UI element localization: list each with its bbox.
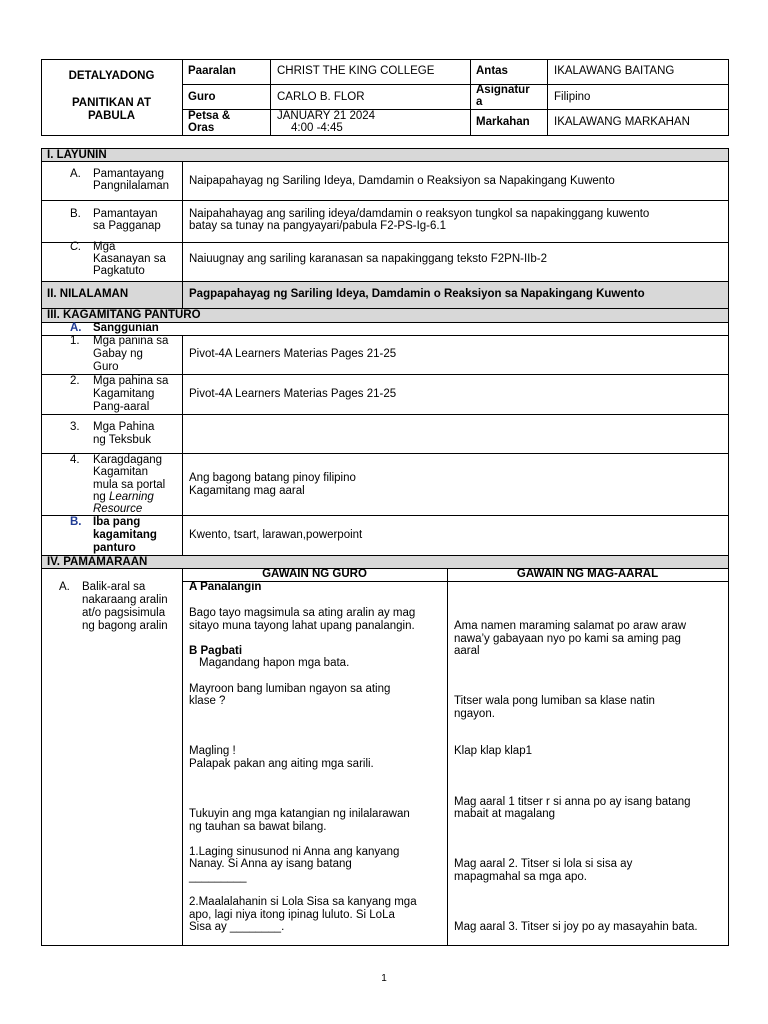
- r2-label-3: Pang-aaral: [93, 401, 150, 413]
- r2-num: 2.: [70, 375, 80, 387]
- r1-num: 1.: [70, 335, 80, 347]
- r4-value-1: Ang bagong batang pinoy filipino: [189, 472, 356, 484]
- paaralan-value: CHRIST THE KING COLLEGE: [277, 65, 435, 77]
- r1-value: Pivot-4A Learners Materias Pages 21-25: [189, 348, 397, 360]
- guro-line: Mayroon bang lumiban ngayon sa ating: [189, 683, 391, 695]
- r1-label-3: Guro: [93, 361, 119, 373]
- r4-label-4a: ng: [93, 491, 109, 503]
- r4-label-3: mula sa portal: [93, 479, 166, 491]
- r3-label-1: Mga Pahina: [93, 421, 155, 433]
- sanggunian-label: Sanggunian: [93, 322, 159, 334]
- guro-line: Sisa ay ________.: [189, 921, 285, 933]
- guro-label: Guro: [188, 91, 216, 103]
- doc-title-line-1: DETALYADONG: [68, 70, 155, 82]
- sanggunian-letter: A.: [70, 322, 82, 334]
- layunin-c-value: Naiuugnay ang sariling karanasan sa napakinggang teksto F2PN-IIb-2: [189, 253, 547, 265]
- markahan-label: Markahan: [476, 116, 530, 128]
- r4-label-4: [93, 491, 154, 504]
- balik-aral-label-4: ng bagong aralin: [82, 620, 168, 632]
- balik-aral-label-2: nakaraang aralin: [82, 594, 168, 606]
- iba-pang-letter: B.: [70, 516, 82, 528]
- guro-line: sitayo muna tayong lahat upang panalangin.: [189, 620, 415, 632]
- layunin-a-label-1: Pamantayang: [93, 168, 164, 180]
- nilalaman-heading: II. NILALAMAN: [47, 288, 129, 300]
- pamamaraan-heading: IV. PAMAMARAAN: [47, 556, 148, 568]
- mag-aaral-line: Klap klap klap1: [454, 745, 532, 757]
- doc-title-line-3: PABULA: [87, 110, 136, 122]
- guro-line: A Panalangin: [189, 581, 262, 593]
- iba-pang-value: Kwento, tsart, larawan,powerpoint: [189, 529, 363, 541]
- guro-line: klase ?: [189, 695, 226, 707]
- petsa-value-date: JANUARY 21 2024: [277, 110, 376, 122]
- mag-aaral-line: nawa’y gabayaan nyo po kami sa aming pag: [454, 633, 681, 645]
- r3-label-2: ng Teksbuk: [93, 434, 151, 446]
- layunin-b-value-2: batay sa tunay na pangyayari/pabula F2-PS-Ig-6.1: [189, 220, 446, 232]
- layunin-b-letter: B.: [70, 208, 81, 220]
- doc-title-line-2: PANITIKAN AT: [71, 97, 151, 109]
- r1-label-2: Gabay ng: [93, 348, 143, 360]
- layunin-b-label-1: Pamantayan: [93, 208, 158, 220]
- iba-pang-label-3: panturo: [93, 542, 136, 554]
- guro-line: Tukuyin ang mga katangian ng inilalarawan: [189, 808, 410, 820]
- col-header-mag-aaral: GAWAIN NG MAG-AARAL: [516, 568, 659, 580]
- r2-label-2: Kagamitang: [93, 388, 155, 400]
- balik-aral-letter: A.: [59, 581, 70, 593]
- layunin-heading: I. LAYUNIN: [47, 149, 107, 161]
- guro-line: 2.Maalalahanin si Lola Sisa sa kanyang mga: [189, 896, 417, 908]
- r4-label-5: Resource: [93, 503, 143, 515]
- mag-aaral-line: Mag aaral 2. Titser si lola si sisa ay: [454, 858, 633, 870]
- balik-aral-label-3: at/o pagsisimula: [82, 607, 166, 619]
- petsa-value-time: 4:00 -4:45: [291, 122, 343, 134]
- r2-value: Pivot-4A Learners Materias Pages 21-25: [189, 388, 397, 400]
- kagamitan-heading: III. KAGAMITANG PANTURO: [47, 309, 201, 321]
- layunin-c-label-3: Pagkatuto: [93, 265, 145, 277]
- layunin-a-value: Naipapahayag ng Sariling Ideya, Damdamin o Reaksiyon sa Napakingang Kuwento: [189, 175, 615, 187]
- layunin-a-letter: A.: [70, 168, 81, 180]
- r4-value-2: Kagamitang mag aaral: [189, 485, 305, 497]
- guro-line: apo, lagi niya itong ipinag luluto. Si LoLa: [189, 909, 395, 921]
- petsa-label-2: Oras: [188, 122, 215, 134]
- markahan-value: IKALAWANG MARKAHAN: [554, 116, 690, 128]
- guro-value: CARLO B. FLOR: [277, 91, 365, 103]
- layunin-b-label-2: sa Pagganap: [93, 220, 161, 232]
- mag-aaral-line: ngayon.: [454, 708, 495, 720]
- mag-aaral-line: aaral: [454, 645, 480, 657]
- asignatura-label-2: a: [476, 96, 483, 108]
- antas-label: Antas: [476, 65, 508, 77]
- guro-line: Magling !: [189, 745, 236, 757]
- col-header-guro: GAWAIN NG GURO: [262, 568, 367, 580]
- r4-num: 4.: [70, 454, 80, 466]
- guro-line: Bago tayo magsimula sa ating aralin ay mag: [189, 607, 416, 619]
- r4-label-1: Karagdagang: [93, 454, 163, 466]
- petsa-label-1: Petsa &: [188, 110, 231, 122]
- paaralan-label: Paaralan: [188, 65, 236, 77]
- antas-value: IKALAWANG BAITANG: [554, 65, 675, 77]
- guro-line: Magandang hapon mga bata.: [199, 657, 350, 669]
- guro-line: _________: [189, 871, 247, 883]
- guro-line: B Pagbati: [189, 645, 243, 657]
- page-number: 1: [381, 973, 387, 984]
- asignatura-value: Filipino: [554, 91, 591, 103]
- layunin-c-letter: C.: [70, 241, 82, 253]
- layunin-c-label-2: Kasanayan sa: [93, 253, 166, 265]
- guro-line: Nanay. Si Anna ay isang batang: [189, 858, 352, 870]
- mag-aaral-line: Titser wala pong lumiban sa klase natin: [454, 695, 655, 707]
- guro-line: ng tauhan sa bawat bilang.: [189, 821, 327, 833]
- iba-pang-label-2: kagamitang: [93, 529, 157, 541]
- mag-aaral-line: mabait at magalang: [454, 808, 556, 820]
- balik-aral-label-1: Balik-aral sa: [82, 581, 146, 593]
- mag-aaral-line: mapagmahal sa mga apo.: [454, 871, 587, 883]
- r3-num: 3.: [70, 421, 80, 433]
- guro-line: 1.Laging sinusunod ni Anna ang kanyang: [189, 846, 400, 858]
- mag-aaral-line: Mag aaral 3. Titser si joy po ay masayahin bata.: [454, 921, 698, 933]
- layunin-a-label-2: Pangnilalaman: [93, 180, 170, 192]
- mag-aaral-line: Mag aaral 1 titser r si anna po ay isang batang: [454, 796, 691, 808]
- r4-label-2: Kagamitan: [93, 466, 148, 478]
- layunin-b-value-1: Naipahahayag ang sariling ideya/damdamin o reaksyon tungkol sa napakinggang kuwento: [189, 208, 650, 220]
- guro-line: Palapak pakan ang aiting mga sarili.: [189, 758, 374, 770]
- asignatura-label-1: Asignatur: [476, 84, 530, 96]
- r1-label-1: Mga panina sa: [93, 335, 169, 347]
- iba-pang-label-1: Iba pang: [93, 516, 141, 528]
- nilalaman-value: Pagpapahayag ng Sariling Ideya, Damdamin o Reaksiyon sa Napakingang Kuwento: [189, 288, 645, 300]
- layunin-c-label-1: Mga: [93, 241, 116, 253]
- r2-label-1: Mga pahina sa: [93, 375, 169, 387]
- r4-label-4b: Learning: [109, 491, 154, 503]
- mag-aaral-line: Ama namen maraming salamat po araw araw: [454, 620, 687, 632]
